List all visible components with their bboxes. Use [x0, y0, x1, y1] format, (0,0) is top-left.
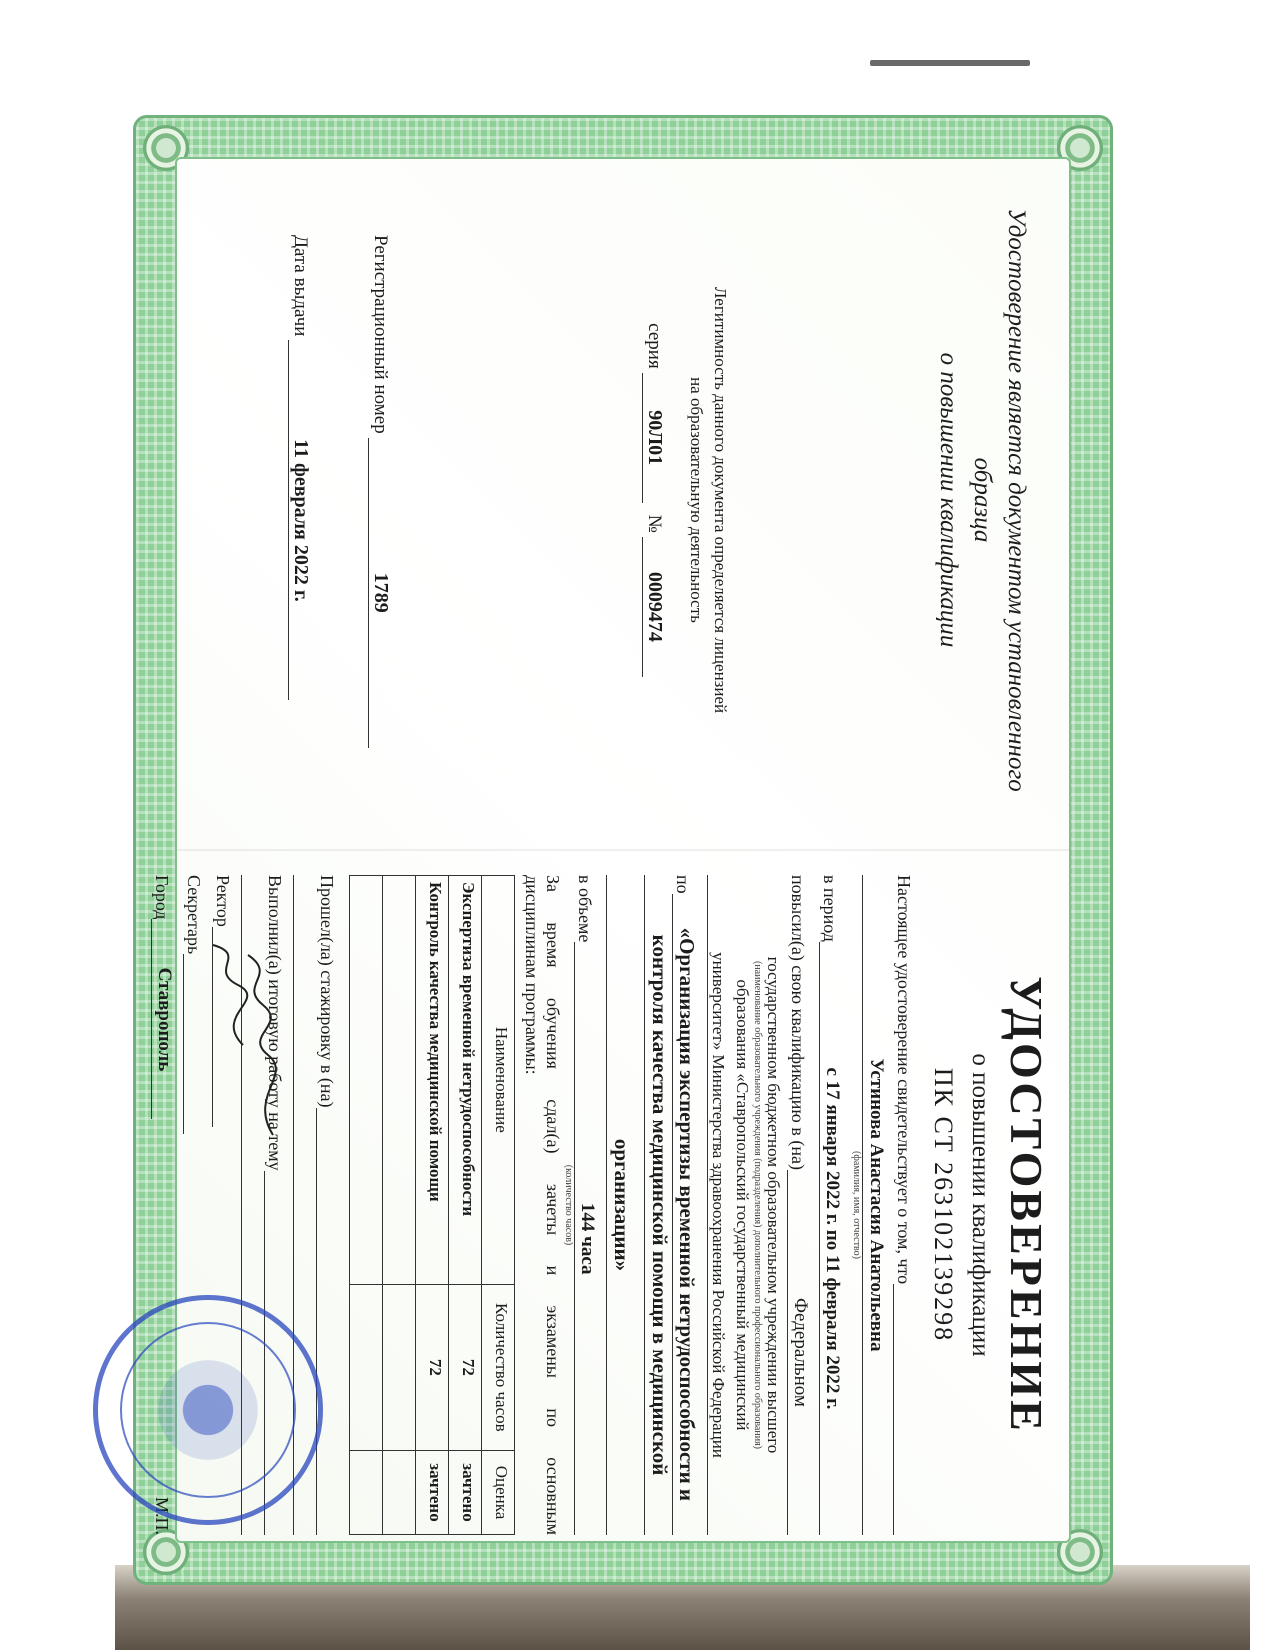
exams-text: За время обучения сдал(а) зачеты и экзамены по основным [543, 875, 563, 1535]
certifies-text: Настоящее удостоверение свидетельствует о том, что [894, 875, 914, 1285]
city-value: Ставрополь [151, 919, 175, 1119]
column-header: Наименование [482, 876, 515, 1285]
page-fold [177, 849, 1069, 851]
column-header: Количество часов [482, 1284, 515, 1450]
institution-line: образования «Ставропольский государственный медицинский [733, 979, 752, 1431]
exams-text: дисциплинам программы: [522, 875, 542, 1075]
table-row [416, 876, 449, 1535]
statement-line: Удостоверение является документом установленного образца [969, 208, 1030, 792]
official-seal-icon [93, 1295, 323, 1525]
final-work-label: Выполнил(а) итоговую работу на тему [265, 875, 285, 1171]
volume-hint: (количество часов) [563, 1164, 574, 1246]
certifies-row [893, 875, 914, 1535]
table-row [350, 876, 383, 1535]
city-label: Город [152, 875, 172, 920]
discipline-grade: зачтено [416, 1451, 449, 1535]
internship-label: Прошел(ла) стажировку в (на) [317, 875, 337, 1108]
document-number: ПК СТ 263102139298 [929, 1067, 958, 1343]
right-page [152, 875, 1053, 1535]
issue-value: 11 февраля 2022 г. [288, 340, 312, 700]
document-title: УДОСТОВЕРЕНИЕ [1001, 976, 1052, 1434]
coat-of-arms-icon [158, 1360, 258, 1460]
raised-row [787, 875, 811, 1535]
secretary-label: Секретарь [184, 875, 204, 955]
left-page [193, 175, 1053, 825]
column-header: Оценка [482, 1451, 515, 1535]
program-label: по [673, 875, 693, 894]
discipline-hours: 72 [416, 1284, 449, 1450]
full-name-hint: (фамилия, имя, отчество) [851, 1151, 862, 1259]
full-name: Устинова Анастасия Анатольевна [862, 875, 887, 1535]
discipline-name: Контроль качества медицинской помощи [416, 876, 449, 1285]
table-row [449, 876, 482, 1535]
table-row [383, 876, 416, 1535]
issue-label: Дата выдачи [290, 235, 312, 337]
scan-artifact [870, 60, 1030, 66]
reg-label: Регистрационный номер [370, 235, 392, 434]
secretary-signature-icon [203, 935, 253, 1055]
mp-label: М.П. [152, 1496, 172, 1535]
discipline-grade: зачтено [449, 1451, 482, 1535]
issue-row [288, 235, 312, 825]
discipline-hours: 72 [449, 1284, 482, 1450]
series-row [642, 175, 666, 825]
license-line: на образовательную деятельность [686, 377, 706, 623]
period-label: в период [820, 875, 840, 942]
program-line: организации» [606, 875, 634, 1535]
statement-line: о повышении квалификации [935, 352, 963, 648]
series-value: 90Л01 [642, 373, 666, 503]
no-value: 0009474 [642, 537, 666, 677]
institution-line: университет» Министерства здравоохранения Российской Федерации [707, 875, 728, 1535]
disciplines-table [349, 875, 515, 1535]
series-label: серия [644, 323, 666, 369]
reg-value: 1789 [368, 438, 392, 748]
discipline-name: Экспертиза временной нетрудоспособности [449, 876, 482, 1285]
volume-row [574, 875, 598, 1535]
program-row [672, 875, 699, 1535]
program-line: «Организация экспертизы временной нетрудоспособности и [672, 894, 699, 1535]
raised-value: Федеральном [787, 1170, 811, 1535]
document-subtitle: о повышении квалификации [967, 1053, 994, 1357]
volume-label: в объеме [575, 875, 595, 943]
license-line: Легитимность данного документа определяется лицензией [710, 286, 730, 714]
period-value: с 17 января 2022 г. по 11 февраля 2022 г. [819, 942, 843, 1535]
raised-label: повысил(а) свою квалификацию в (на) [788, 875, 808, 1170]
period-row [819, 875, 843, 1535]
reg-row [368, 235, 392, 825]
institution-line: государственном бюджетном образовательном учреждении высшего [764, 956, 783, 1454]
volume-value: 144 часа [574, 942, 598, 1535]
institution-hint: (наименование образовательного учреждения (подразделения) дополнительного профессионального образования) [752, 960, 763, 1450]
certificate [133, 115, 1113, 1585]
table-header-row [482, 876, 515, 1535]
no-label: № [644, 514, 666, 533]
program-line: контроля качества медицинской помощи в медицинской [644, 875, 672, 1535]
rector-label: Ректор [213, 875, 233, 927]
